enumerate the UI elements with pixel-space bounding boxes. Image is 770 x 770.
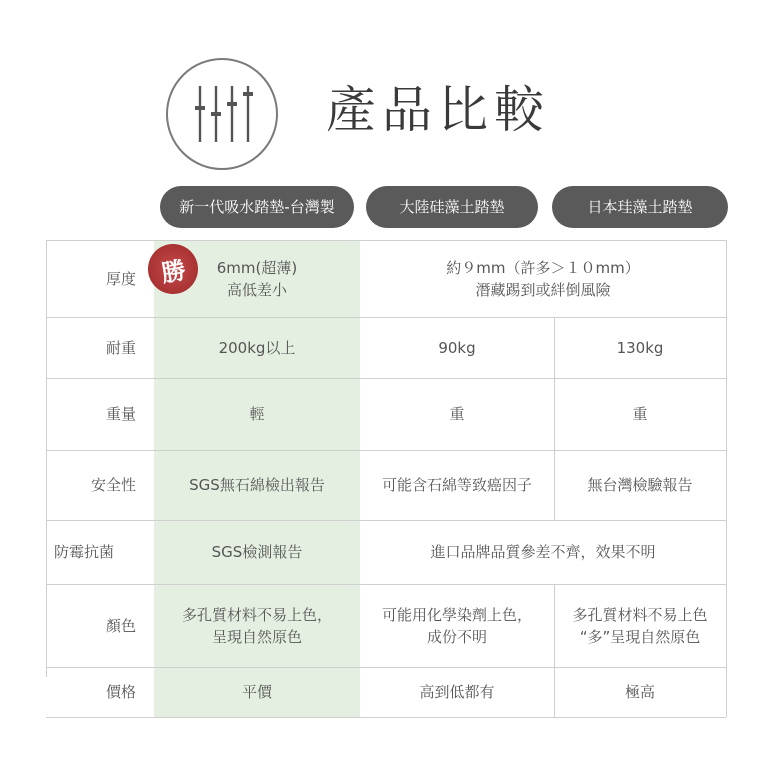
cell-text: 多孔質材料不易上色，: [181, 605, 332, 624]
cell-weight-taiwan: 輕: [249, 405, 265, 423]
column-header-taiwan-mat: 新一代吸水踏墊-台灣製: [160, 186, 354, 228]
row-label-thickness: 厚度: [105, 269, 136, 288]
page-title: 產品比較: [326, 81, 550, 139]
cell-text: 高低差小: [226, 280, 287, 299]
row-label-antimold: 防霉抗菌: [54, 543, 115, 561]
winner-seal: 勝: [144, 240, 202, 298]
cell-thickness-others: [360, 240, 726, 317]
cell-text: 潛藏踢到或絆倒風險: [475, 280, 611, 299]
cell-text: 可能用化學染劑上色，: [381, 605, 532, 624]
divider: [46, 717, 726, 718]
row-label-load: 耐重: [105, 338, 136, 357]
cell-text: 呈現自然原色: [211, 627, 302, 646]
cell-color-japan: [554, 584, 726, 667]
cell-load-china: 90kg: [438, 338, 476, 357]
cell-safety-taiwan: SGS無石綿檢出報告: [189, 476, 325, 494]
column-header-japan-mat: 日本珪藻土踏墊: [552, 186, 728, 228]
cell-antimold-others: 進口品牌品質參差不齊，效果不明: [430, 543, 656, 561]
cell-antimold-taiwan: SGS檢測報告: [211, 543, 303, 561]
cell-thickness-taiwan: [154, 240, 360, 317]
cell-safety-china: 可能含石綿等致癌因子: [381, 476, 532, 494]
cell-safety-japan: 無台灣檢驗報告: [587, 476, 693, 494]
cell-text: 6mm(超薄): [216, 258, 298, 277]
row-label-color: 顏色: [105, 616, 136, 635]
cell-text: 約９mm（許多＞１０mm）: [446, 258, 640, 277]
cell-color-taiwan: [154, 584, 360, 667]
cell-price-japan: 極高: [624, 683, 655, 701]
cell-load-taiwan: 200kg以上: [218, 338, 296, 357]
cell-load-japan: 130kg: [616, 338, 664, 357]
row-label-price: 價格: [105, 683, 136, 701]
cell-weight-japan: 重: [632, 405, 648, 423]
cell-price-china: 高到低都有: [419, 683, 495, 701]
divider: [726, 240, 727, 717]
cell-color-china: [360, 584, 554, 667]
cell-price-taiwan: 平價: [241, 683, 272, 701]
cell-text: 多孔質材料不易上色: [572, 605, 708, 624]
cell-weight-china: 重: [449, 405, 465, 423]
cell-text: “多”呈現自然原色: [579, 627, 701, 646]
cell-text: 成份不明: [426, 627, 487, 646]
row-label-safety: 安全性: [90, 476, 136, 494]
row-label-weight: 重量: [105, 405, 136, 423]
column-header-china-mat: 大陸硅藻土踏墊: [366, 186, 538, 228]
